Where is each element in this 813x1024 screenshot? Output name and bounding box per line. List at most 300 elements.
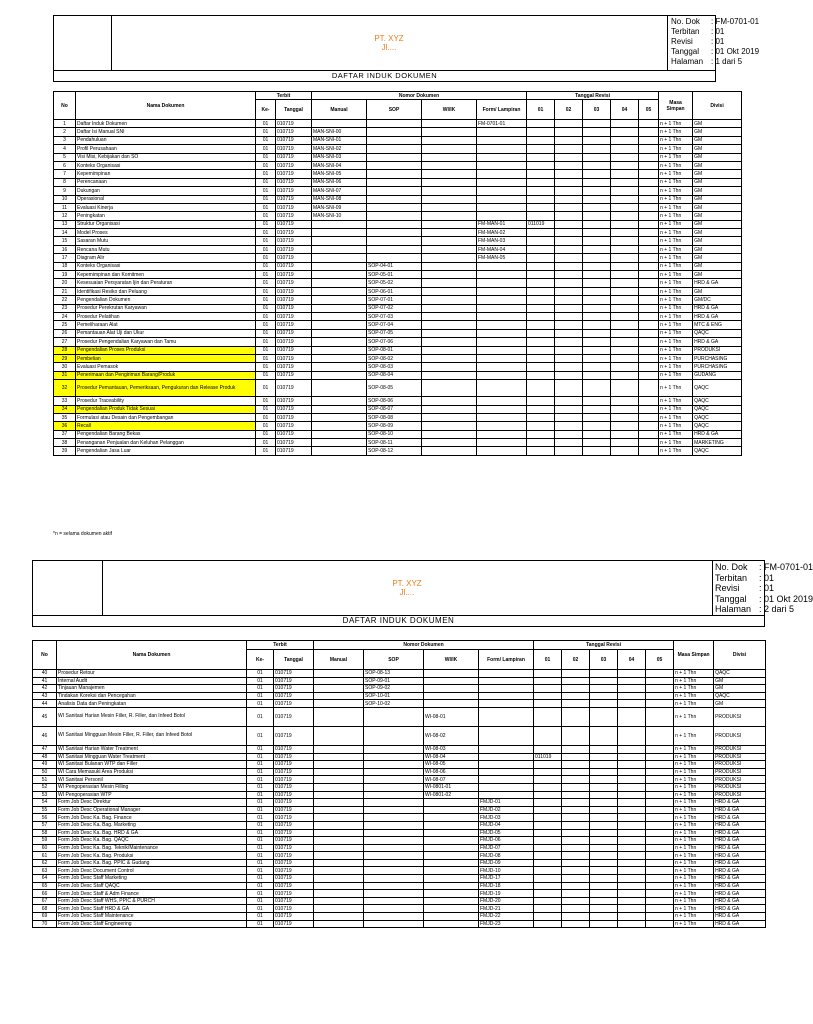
cell-divisi: QAQC (693, 329, 742, 337)
cell-no: 63 (33, 867, 57, 875)
info-value: : 01 (759, 572, 775, 583)
cell-sop (364, 897, 424, 905)
cell-nama: Pengendalian Jasa Luar (76, 447, 256, 455)
cell-manual (314, 791, 364, 799)
cell-rev04 (618, 890, 646, 898)
cell-tanggal: 010719 (276, 312, 312, 320)
cell-rev05 (646, 920, 674, 928)
table-row (33, 677, 766, 685)
cell-no: 70 (33, 920, 57, 928)
cell-ke: 01 (256, 447, 276, 455)
cell-rev02 (562, 844, 590, 852)
cell-manual: MAN-SNI-01 (312, 136, 367, 144)
cell-wi: WI-0801-02 (424, 791, 479, 799)
cell-tanggal: 010719 (274, 852, 314, 860)
cell-manual: MAN-SNI-04 (312, 161, 367, 169)
cell-rev04 (618, 852, 646, 860)
cell-tanggal: 010719 (276, 187, 312, 195)
cell-rev02 (562, 783, 590, 791)
col-rev-03-2: 03 (590, 650, 618, 670)
cell-rev05 (646, 670, 674, 678)
cell-nama: Analisis Data dan Peningkatan (57, 700, 247, 708)
cell-rev01 (534, 905, 562, 913)
cell-masa: n + 1 Thn (674, 753, 714, 761)
cell-form: FMJD-17 (479, 875, 534, 883)
cell-rev03 (590, 745, 618, 753)
cell-masa: n + 1 Thn (659, 371, 693, 379)
cell-masa: n + 1 Thn (659, 439, 693, 447)
col-tanggal: Tanggal (276, 100, 312, 120)
cell-rev05 (646, 707, 674, 726)
info-label: No. Dok (671, 17, 700, 26)
cell-manual (314, 905, 364, 913)
cell-rev05 (646, 768, 674, 776)
cell-rev03 (590, 814, 618, 822)
cell-no: 69 (33, 913, 57, 921)
cell-no: 6 (54, 161, 76, 169)
cell-nama: Sasaran Mutu (76, 237, 256, 245)
cell-divisi: QAQC (693, 447, 742, 455)
cell-masa: n + 1 Thn (659, 212, 693, 220)
cell-tanggal: 010719 (276, 271, 312, 279)
cell-rev04 (618, 844, 646, 852)
cell-rev02 (562, 806, 590, 814)
cell-masa: n + 1 Thn (674, 745, 714, 753)
cell-masa: n + 1 Thn (674, 829, 714, 837)
table-row (33, 829, 766, 837)
col-sop: SOP (367, 100, 422, 120)
cell-nama: Form Job Desc Ka. Bag. Marketing (57, 821, 247, 829)
col-rev-01-2: 01 (534, 650, 562, 670)
cell-masa: n + 1 Thn (674, 844, 714, 852)
col-terbit-2: Terbit (247, 641, 314, 650)
cell-rev05 (646, 799, 674, 807)
cell-ke: 01 (256, 203, 276, 211)
cell-ke: 01 (256, 245, 276, 253)
cell-ke: 01 (256, 422, 276, 430)
cell-masa: n + 1 Thn (659, 220, 693, 228)
cell-rev03 (590, 867, 618, 875)
cell-rev05 (646, 726, 674, 745)
cell-tanggal: 010719 (274, 776, 314, 784)
cell-ke: 01 (256, 195, 276, 203)
cell-ke: 01 (247, 692, 274, 700)
cell-rev02 (562, 670, 590, 678)
cell-nama: Tinjauan Manajemen (57, 685, 247, 693)
cell-form (479, 791, 534, 799)
cell-nama: Prosedur Traceability (76, 397, 256, 405)
cell-divisi: HRD & GA (714, 799, 766, 807)
document-title-2: DAFTAR INDUK DOKUMEN (32, 616, 765, 627)
cell-rev03 (590, 859, 618, 867)
cell-ke: 01 (256, 354, 276, 362)
col-wi-2: WI/IK (424, 650, 479, 670)
cell-masa: n + 1 Thn (674, 685, 714, 693)
info-label: Tanggal (671, 47, 700, 56)
cell-rev02 (562, 867, 590, 875)
cell-masa: n + 1 Thn (674, 783, 714, 791)
cell-wi (424, 670, 479, 678)
col-tanggal-revisi-2: Tanggal Revisi (534, 641, 674, 650)
table-row (33, 685, 766, 693)
cell-divisi: HRD & GA (714, 905, 766, 913)
cell-rev03 (590, 905, 618, 913)
table-row (33, 776, 766, 784)
cell-rev02 (562, 745, 590, 753)
cell-tanggal: 010719 (276, 422, 312, 430)
cell-manual (314, 761, 364, 769)
cell-divisi: GM (693, 120, 742, 128)
cell-no: 31 (54, 371, 76, 379)
cell-nama: Peningkatan (76, 212, 256, 220)
table-row (33, 844, 766, 852)
table-row (33, 837, 766, 845)
cell-rev05 (646, 913, 674, 921)
cell-sop: SOP-07-05 (367, 329, 422, 337)
cell-form: FMJD-02 (479, 806, 534, 814)
cell-sop (364, 753, 424, 761)
cell-form: FMJD-23 (479, 920, 534, 928)
col-form-2: Form/ Lampiran (479, 650, 534, 670)
cell-divisi: GM (693, 128, 742, 136)
cell-rev05 (646, 852, 674, 860)
cell-rev01 (534, 920, 562, 928)
cell-masa: n + 1 Thn (674, 882, 714, 890)
company-address-2: Jl.... (399, 588, 415, 597)
cell-rev04 (618, 905, 646, 913)
cell-tanggal: 010719 (274, 890, 314, 898)
cell-wi: WI-0801-01 (424, 783, 479, 791)
cell-divisi: HRD & GA (693, 338, 742, 346)
cell-rev01 (534, 852, 562, 860)
cell-rev05 (646, 753, 674, 761)
cell-tanggal: 010719 (276, 439, 312, 447)
logo-box-2 (33, 561, 103, 615)
cell-rev03 (590, 844, 618, 852)
cell-wi (424, 814, 479, 822)
cell-masa: n + 1 Thn (674, 859, 714, 867)
cell-masa: n + 1 Thn (659, 363, 693, 371)
cell-no: 60 (33, 844, 57, 852)
table-row (33, 867, 766, 875)
cell-no: 22 (54, 296, 76, 304)
company-block-2 (102, 561, 713, 615)
cell-manual (314, 677, 364, 685)
cell-divisi: GM (693, 136, 742, 144)
cell-tanggal: 010719 (276, 354, 312, 362)
cell-ke: 01 (247, 776, 274, 784)
cell-ke: 01 (256, 329, 276, 337)
cell-masa: n + 1 Thn (659, 422, 693, 430)
cell-ke: 01 (247, 700, 274, 708)
cell-rev01 (534, 867, 562, 875)
cell-wi (424, 821, 479, 829)
cell-tanggal: 010719 (276, 430, 312, 438)
col-rev-03: 03 (583, 100, 611, 120)
info-value: : 01 Okt 2019 (711, 47, 760, 56)
cell-divisi: HRD & GA (693, 304, 742, 312)
col-rev-01: 01 (527, 100, 555, 120)
col-rev-02-2: 02 (562, 650, 590, 670)
cell-no: 50 (33, 768, 57, 776)
cell-form (479, 685, 534, 693)
cell-rev05 (646, 692, 674, 700)
cell-tanggal: 010719 (274, 707, 314, 726)
cell-sop (364, 814, 424, 822)
cell-wi (424, 882, 479, 890)
cell-wi (424, 829, 479, 837)
cell-manual (314, 707, 364, 726)
cell-nama: Form Job Desc Staff QAQC (57, 882, 247, 890)
cell-sop (364, 837, 424, 845)
cell-masa: n + 1 Thn (674, 905, 714, 913)
cell-rev04 (618, 685, 646, 693)
col-divisi-2: Divisi (714, 641, 766, 670)
cell-ke: 01 (256, 371, 276, 379)
cell-ke: 01 (247, 852, 274, 860)
cell-ke: 01 (256, 296, 276, 304)
cell-nama: Daftar Isi Manual SNI (76, 128, 256, 136)
cell-rev03 (590, 882, 618, 890)
cell-rev05 (646, 700, 674, 708)
cell-ke: 01 (247, 882, 274, 890)
cell-tanggal: 010719 (276, 380, 312, 397)
cell-wi: WI-08-07 (424, 776, 479, 784)
cell-rev03 (590, 837, 618, 845)
cell-manual (314, 745, 364, 753)
cell-tanggal: 010719 (276, 229, 312, 237)
cell-rev03 (590, 897, 618, 905)
cell-masa: n + 1 Thn (659, 430, 693, 438)
table-row (33, 768, 766, 776)
cell-rev03 (590, 920, 618, 928)
cell-no: 46 (33, 726, 57, 745)
cell-masa: n + 1 Thn (659, 229, 693, 237)
info-value: : 01 (711, 37, 725, 46)
cell-no: 53 (33, 791, 57, 799)
cell-rev02 (562, 726, 590, 745)
cell-nama: Penanganan Penjualan dan Keluhan Pelanggan (76, 439, 256, 447)
cell-rev02 (562, 677, 590, 685)
cell-rev03 (590, 753, 618, 761)
col-wi: WI/IK (422, 100, 477, 120)
cell-no: 17 (54, 254, 76, 262)
cell-form: FM-0701-01 (477, 120, 527, 128)
cell-divisi: HRD & GA (714, 852, 766, 860)
cell-rev05 (646, 806, 674, 814)
col-rev-05-2: 05 (646, 650, 674, 670)
cell-rev02 (562, 859, 590, 867)
cell-manual (314, 875, 364, 883)
cell-manual (314, 783, 364, 791)
table-row (33, 726, 766, 745)
cell-divisi: HRD & GA (714, 829, 766, 837)
cell-masa: n + 1 Thn (674, 890, 714, 898)
cell-wi (424, 837, 479, 845)
cell-no: 11 (54, 203, 76, 211)
cell-divisi: HRD & GA (693, 279, 742, 287)
cell-ke: 01 (256, 363, 276, 371)
cell-nama: Konteks Organisasi (76, 161, 256, 169)
cell-wi (424, 799, 479, 807)
cell-rev05 (646, 882, 674, 890)
cell-manual (314, 890, 364, 898)
cell-masa: n + 1 Thn (659, 245, 693, 253)
cell-no: 43 (33, 692, 57, 700)
info-line (715, 572, 775, 584)
cell-masa: n + 1 Thn (659, 447, 693, 455)
cell-rev03 (590, 707, 618, 726)
table-row (33, 882, 766, 890)
cell-tanggal: 010719 (274, 745, 314, 753)
cell-tanggal: 010719 (276, 279, 312, 287)
cell-no: 40 (33, 670, 57, 678)
cell-divisi: PURCHASING (693, 354, 742, 362)
cell-rev05 (646, 677, 674, 685)
cell-no: 26 (54, 329, 76, 337)
cell-manual: MAN-SNI-03 (312, 153, 367, 161)
cell-no: 3 (54, 136, 76, 144)
cell-ke: 01 (256, 430, 276, 438)
cell-rev05 (646, 844, 674, 852)
col-manual: Manual (312, 100, 367, 120)
cell-no: 42 (33, 685, 57, 693)
cell-rev01 (534, 859, 562, 867)
cell-ke: 01 (247, 685, 274, 693)
cell-nama: Internal Audit (57, 677, 247, 685)
cell-ke: 01 (256, 346, 276, 354)
cell-rev03 (590, 799, 618, 807)
cell-sop (364, 905, 424, 913)
cell-rev01: 011019 (527, 220, 555, 228)
col-masa-simpan: Masa Simpan (659, 92, 693, 120)
cell-rev01 (534, 837, 562, 845)
cell-rev05 (646, 814, 674, 822)
cell-masa: n + 1 Thn (659, 304, 693, 312)
cell-masa: n + 1 Thn (659, 178, 693, 186)
cell-nama: Form Job Desc Ka. Bag. Finance (57, 814, 247, 822)
cell-ke: 01 (247, 913, 274, 921)
table-row (33, 814, 766, 822)
cell-manual: MAN-SNI-08 (312, 195, 367, 203)
cell-divisi: GM (714, 700, 766, 708)
cell-divisi: HRD & GA (714, 890, 766, 898)
col-nomor-dokumen: Nomor Dokumen (312, 92, 527, 100)
info-line (715, 604, 795, 615)
cell-no: 62 (33, 859, 57, 867)
cell-nama: Kepemimpinan (76, 170, 256, 178)
cell-tanggal: 010719 (276, 136, 312, 144)
cell-form (479, 677, 534, 685)
cell-sop (364, 707, 424, 726)
cell-masa: n + 1 Thn (659, 405, 693, 413)
cell-divisi: HRD & GA (714, 806, 766, 814)
cell-ke: 01 (256, 128, 276, 136)
cell-form: FM-MAN-05 (477, 254, 527, 262)
cell-masa: n + 1 Thn (659, 329, 693, 337)
cell-rev04 (618, 867, 646, 875)
cell-no: 34 (54, 405, 76, 413)
cell-no: 36 (54, 422, 76, 430)
cell-nama: WI Sanitasi Harian Water Treatment (57, 745, 247, 753)
cell-no: 33 (54, 397, 76, 405)
col-divisi: Divisi (693, 92, 742, 120)
cell-rev04 (618, 745, 646, 753)
cell-divisi: MTC & ENG (693, 321, 742, 329)
cell-ke: 01 (256, 338, 276, 346)
cell-rev02 (562, 875, 590, 883)
cell-no: 20 (54, 279, 76, 287)
cell-rev03 (590, 875, 618, 883)
cell-masa: n + 1 Thn (659, 128, 693, 136)
cell-rev01 (534, 783, 562, 791)
cell-divisi: PRODUKSI (714, 745, 766, 753)
cell-rev01 (534, 670, 562, 678)
col-tanggal-revisi: Tanggal Revisi (527, 92, 659, 100)
cell-masa: n + 1 Thn (674, 799, 714, 807)
cell-tanggal: 010719 (274, 799, 314, 807)
cell-ke: 01 (247, 677, 274, 685)
cell-rev01 (534, 882, 562, 890)
cell-rev01 (534, 707, 562, 726)
cell-ke: 01 (247, 897, 274, 905)
cell-nama: Penerimaan dan Pengiriman Barang/Produk (76, 371, 256, 379)
cell-rev03 (590, 761, 618, 769)
cell-nama: Form Job Desc Staff & Adm Finance (57, 890, 247, 898)
cell-nama: Pengendalian Barang Bekas (76, 430, 256, 438)
cell-rev01 (534, 745, 562, 753)
cell-form: FMJD-09 (479, 859, 534, 867)
cell-masa: n + 1 Thn (674, 726, 714, 745)
cell-rev03 (590, 700, 618, 708)
cell-form: FM-MAN-03 (477, 237, 527, 245)
cell-tanggal: 010719 (274, 837, 314, 845)
cell-ke: 01 (247, 829, 274, 837)
cell-masa: n + 1 Thn (659, 203, 693, 211)
cell-no: 10 (54, 195, 76, 203)
cell-ke: 01 (256, 220, 276, 228)
cell-masa: n + 1 Thn (674, 761, 714, 769)
cell-wi (424, 700, 479, 708)
cell-divisi: GM (693, 229, 742, 237)
cell-ke: 01 (247, 806, 274, 814)
cell-rev04 (618, 799, 646, 807)
cell-ke: 01 (247, 791, 274, 799)
cell-rev05 (646, 859, 674, 867)
cell-nama: WI Sanitasi Mingguan Mesin Filler, R. Filler, dan Infeed Botol (57, 726, 247, 745)
cell-divisi: HRD & GA (714, 867, 766, 875)
cell-tanggal: 010719 (274, 768, 314, 776)
cell-rev04 (618, 882, 646, 890)
cell-sop (364, 852, 424, 860)
table-row (33, 692, 766, 700)
cell-ke: 01 (247, 745, 274, 753)
cell-tanggal: 010719 (274, 685, 314, 693)
cell-no: 28 (54, 346, 76, 354)
cell-divisi: GM (693, 145, 742, 153)
cell-masa: n + 1 Thn (674, 692, 714, 700)
cell-tanggal: 010719 (274, 783, 314, 791)
table-row (33, 920, 766, 928)
cell-sop: SOP-05-02 (367, 279, 422, 287)
cell-tanggal: 010719 (276, 178, 312, 186)
cell-nama: WI Cara Memasuki Area Produksi (57, 768, 247, 776)
cell-divisi: HRD & GA (693, 430, 742, 438)
cell-ke: 01 (256, 170, 276, 178)
info-value: : 1 dari 5 (711, 57, 743, 66)
cell-sop (364, 920, 424, 928)
cell-no: 44 (33, 700, 57, 708)
